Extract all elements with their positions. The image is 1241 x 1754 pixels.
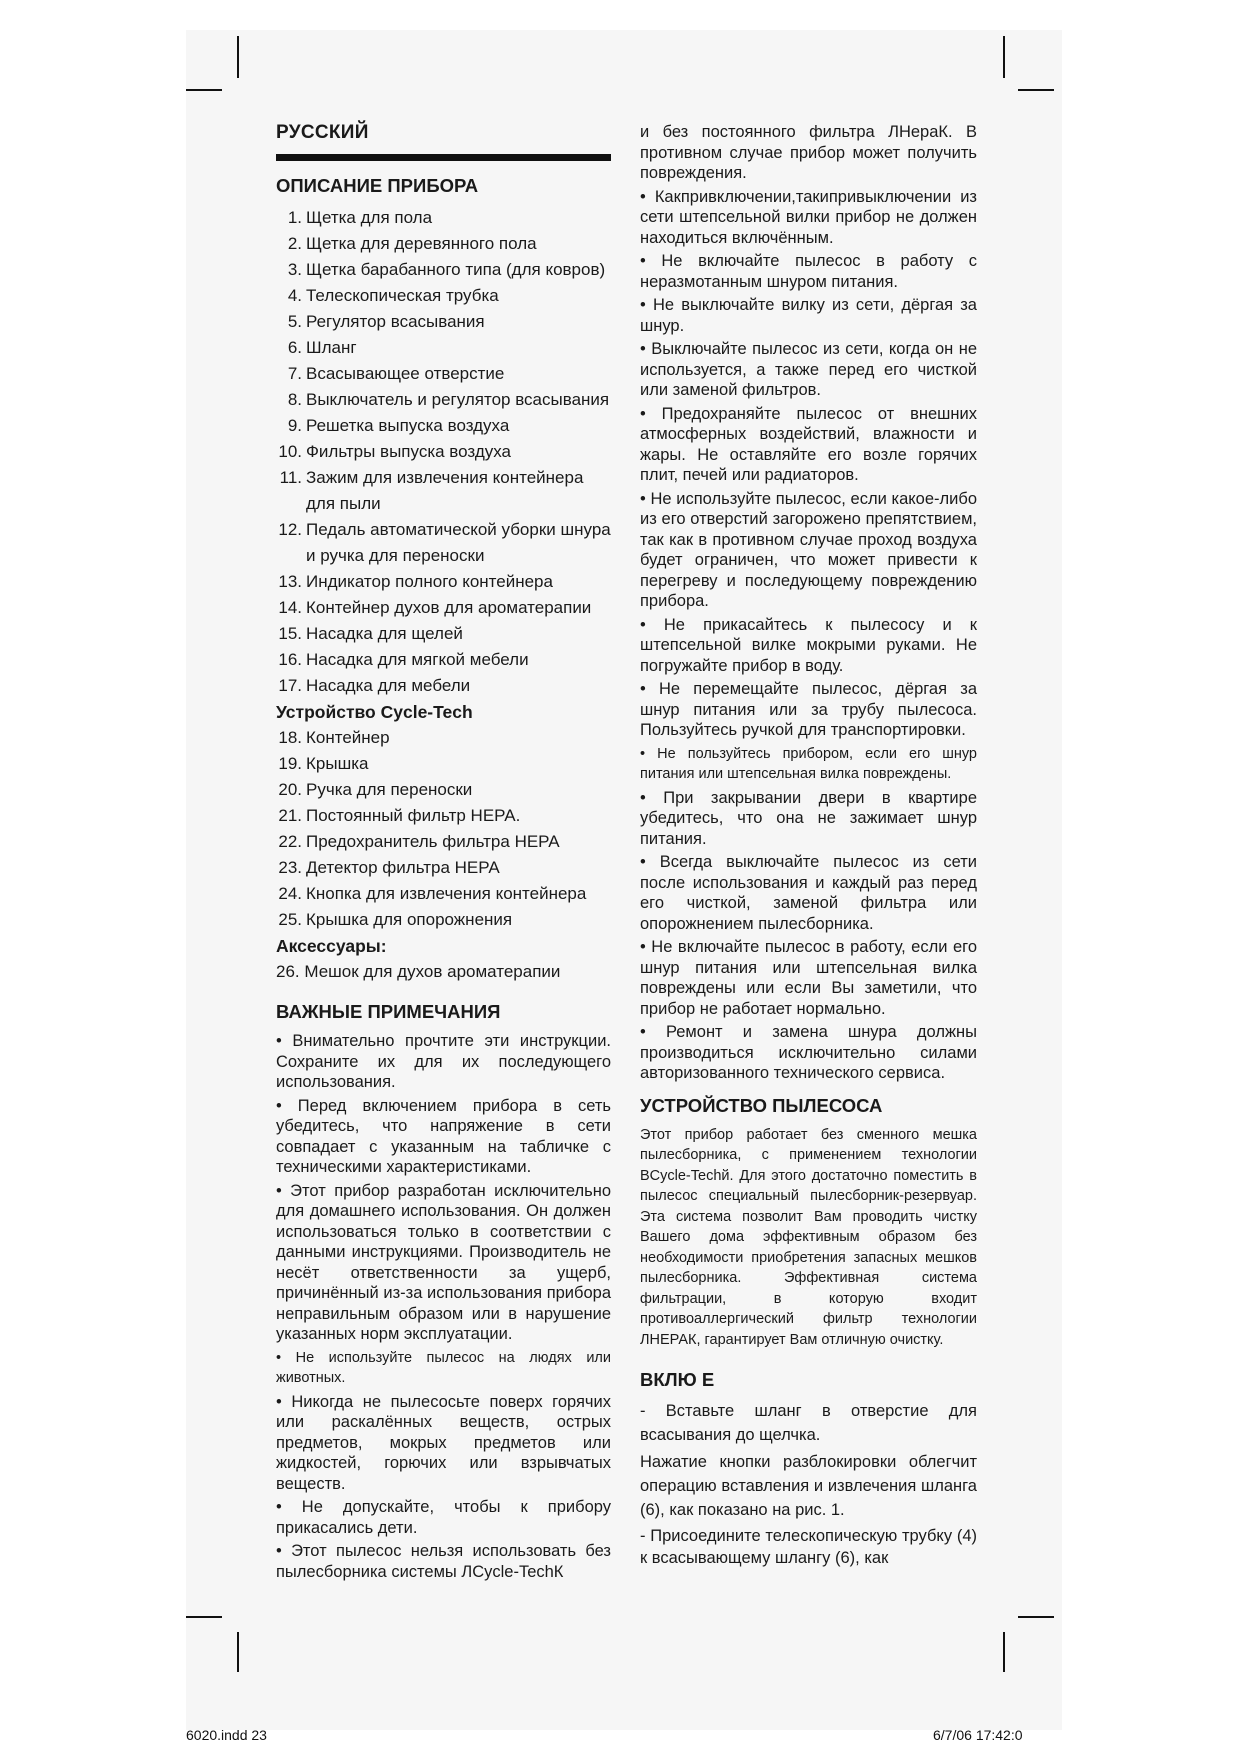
cycle-tech-parts-list	[276, 725, 611, 933]
crop-mark-top-right-vertical	[1003, 36, 1005, 78]
crop-mark-bottom-right-vertical	[1003, 1632, 1005, 1672]
crop-mark-bottom-right-horizontal	[1018, 1616, 1054, 1618]
note-paragraph: • Выключайте пылесос из сети, когда он не используется, а также перед его чисткой или заменой фильтров.	[640, 340, 977, 399]
list-item: 16. Насадка для мягкой мебели	[278, 650, 529, 669]
crop-mark-top-right-horizontal	[1018, 89, 1054, 91]
note-paragraph: • Какпривключении,такипривыключении из сети штепсельной вилки прибор не должен находиться включённым.	[640, 187, 977, 247]
note-paragraph: • Не прикасайтесь к пылесосу и к штепсельной вилке мокрыми руками. Не погружайте прибор в воду.	[640, 615, 977, 675]
note-paragraph: • Не выключайте вилку из сети, дёргая за шнур.	[640, 296, 977, 335]
list-item: 3. Щетка барабанного типа (для ковров)	[287, 260, 606, 279]
list-item: 8. Выключатель и регулятор всасывания	[287, 390, 610, 409]
list-item: 23. Детектор фильтра HEPA	[278, 858, 500, 877]
note-paragraph: • Внимательно прочтите эти инструкции. Сохраните их для их последующего использования.	[276, 1032, 611, 1091]
note-paragraph: • Не пользуйтесь прибором, если его шнур питания или штепсельная вилка повреждены.	[640, 745, 977, 782]
crop-mark-top-left-vertical	[237, 36, 239, 78]
note-paragraph: и без постоянного фильтра ЛНераК. В противном случае прибор может получить повреждения.	[640, 123, 977, 182]
list-item: 21. Постоянный фильтр HEPA.	[278, 806, 521, 825]
list-item: 25. Крышка для опорожнения	[278, 910, 513, 929]
right-column	[640, 122, 977, 1572]
note-paragraph: • Не перемещайте пылесос, дёргая за шнур питания или за трубу пылесоса. Пользуйтесь ручкой для транспортировки.	[640, 680, 977, 739]
instruction-paragraph: Нажатие кнопки разблокировки облегчит операцию вставления и извлечения шланга (6), как показано на рис. 1.	[640, 1453, 977, 1519]
note-paragraph: • Предохраняйте пылесос от внешних атмосферных воздействий, влажности и жары. Не оставляйте его возле горячих плит, печей или радиаторов.	[640, 404, 977, 484]
list-item: 19. Крышка	[278, 754, 369, 773]
note-paragraph: • Не включайте пылесос в работу, если его шнур питания или штепсельная вилка повреждены или если Вы заметили, что прибор не работает нормально.	[640, 938, 977, 1018]
list-item: 18. Контейнер	[278, 728, 390, 747]
instruction-paragraph: - Присоедините телескопическую трубку (4) к всасывающему шлангу (6), как	[640, 1527, 977, 1567]
device-heading: УСТРОЙСТВО ПЫЛЕСОСА	[640, 1094, 883, 1116]
footer-timestamp: 6/7/06 17:42:0	[933, 1727, 1023, 1743]
list-item: 12. Педаль автоматической уборки шнура и ручка для переноски	[278, 520, 611, 565]
list-item: 17. Насадка для мебели	[278, 676, 471, 695]
note-paragraph: • Не включайте пылесос в работу с неразмотанным шнуром питания.	[640, 252, 977, 291]
note-paragraph: • Не используйте пылесос, если какое-либо из его отверстий загорожено препятствием, так как в противном случае проход воздуха будет ограничен, что может привести к перегреву и последующему повреждению прибора.	[640, 489, 977, 610]
list-item: 4. Телескопическая трубка	[287, 286, 499, 305]
crop-mark-bottom-left-vertical	[237, 1632, 239, 1672]
note-paragraph: • Перед включением прибора в сеть убедитесь, что напряжение в сети совпадает с указанным на табличке с техническими характеристиками.	[276, 1096, 611, 1176]
list-item: 5. Регулятор всасывания	[287, 312, 485, 331]
list-item: 24. Кнопка для извлечения контейнера	[278, 884, 587, 903]
list-item: 2. Щетка для деревянного пола	[287, 234, 537, 253]
accessories-item: 26. Мешок для духов ароматерапии	[276, 962, 561, 981]
device-paragraph: Этот прибор работает без сменного мешка пылесборника, с применением технологии ВCycle-Techй. Для этого достаточно поместить в пылесос специальный пылесборник-резервуар. Эта система позволит Вам проводить чистку Вашего дома эффективным образом без необходимости приобретения запасных мешков пылесборника. Эффективная система фильтрации, в которую входит противоаллергический фильтр технологии ЛНЕРАК, гарантирует Вам отличную очистку.	[640, 1126, 977, 1348]
list-item: 13. Индикатор полного контейнера	[278, 572, 553, 591]
list-item: 22. Предохранитель фильтра HEPA	[278, 832, 560, 851]
list-item: 9. Решетка выпуска воздуха	[287, 416, 510, 435]
footer-file-name: 6020.indd 23	[186, 1727, 267, 1743]
list-item: 6. Шланг	[287, 338, 357, 357]
list-item: 15. Насадка для щелей	[278, 624, 463, 643]
list-item: 7. Всасывающее отверстие	[287, 364, 505, 383]
description-heading: ОПИСАНИЕ ПРИБОРА	[276, 175, 479, 196]
note-paragraph: • Не допускайте, чтобы к прибору прикасались дети.	[276, 1498, 611, 1537]
crop-mark-top-left-horizontal	[186, 89, 222, 91]
note-paragraph: • Не используйте пылесос на людях или животных.	[276, 1349, 611, 1386]
list-item: 20. Ручка для переноски	[278, 780, 473, 799]
list-item: 1. Щетка для пола	[287, 208, 433, 227]
language-heading: РУССКИЙ	[276, 122, 369, 143]
cycle-tech-subheading: Устройство Cycle-Tech	[276, 702, 473, 722]
accessories-subheading: Аксессуары:	[276, 936, 387, 956]
crop-mark-bottom-left-horizontal	[186, 1616, 222, 1618]
heading-rule	[276, 154, 611, 161]
switch-on-heading: ВКЛЮ Е	[640, 1369, 715, 1390]
note-paragraph: • При закрывании двери в квартире убедитесь, что она не зажимает шнур питания.	[640, 788, 977, 848]
note-paragraph: • Этот пылесос нельзя использовать без пылесборника системы ЛCycle-TechК	[276, 1542, 611, 1581]
list-item: 11. Зажим для извлечения контейнера для пыли	[279, 468, 584, 513]
note-paragraph: • Этот прибор разработан исключительно для домашнего использования. Он должен использоваться только в соответствии с данными инструкциями. Производитель не несёт ответственности за ущерб, причинённый из-за использования прибора неправильным образом или в нарушение указанных норм эксплуатации.	[276, 1181, 611, 1343]
list-item: 10. Фильтры выпуска воздуха	[278, 442, 512, 461]
note-paragraph: • Ремонт и замена шнура должны производиться исключительно силами авторизованного технического сервиса.	[640, 1023, 977, 1082]
note-paragraph: • Никогда не пылесосьте поверх горячих или раскалённых веществ, острых предметов, мокрых предметов или жидкостей, горючих или взрывчатых веществ.	[276, 1392, 611, 1493]
list-item: 14. Контейнер духов для ароматерапии	[278, 598, 592, 617]
left-column	[276, 122, 611, 1585]
instruction-paragraph: - Вставьте шланг в отверстие для всасывания до щелчка.	[640, 1402, 977, 1444]
note-paragraph: • Всегда выключайте пылесос из сети после использования и каждый раз перед его чисткой, заменой фильтра или опорожнением пылесборника.	[640, 853, 977, 933]
important-notes-heading: ВАЖНЫЕ ПРИМЕЧАНИЯ	[276, 1001, 501, 1022]
parts-list	[276, 205, 611, 699]
